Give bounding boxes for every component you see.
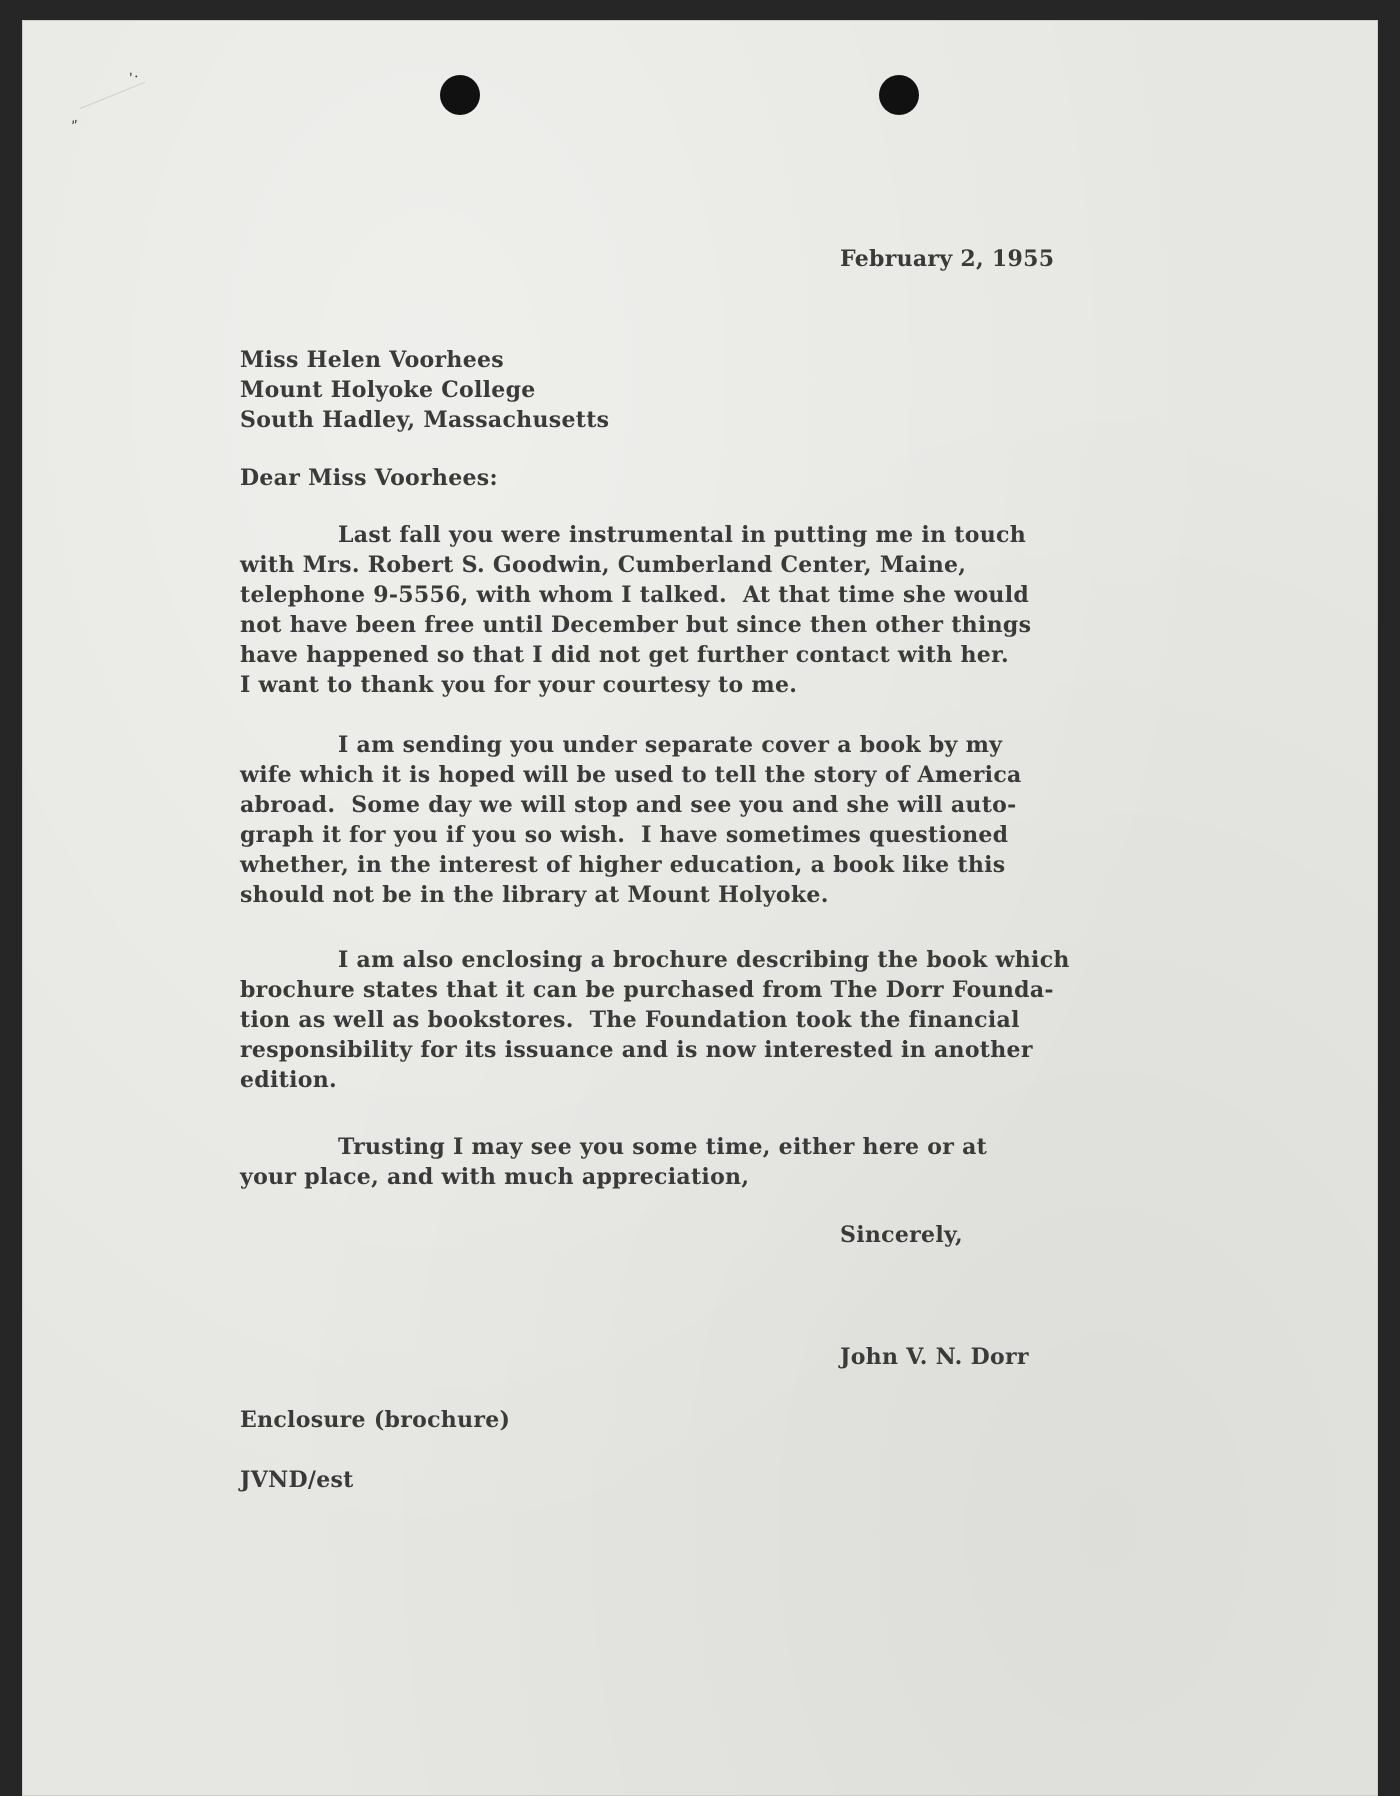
paragraph-line: tion as well as bookstores. The Foundation took the financial bbox=[240, 1007, 1020, 1033]
paragraph-line: should not be in the library at Mount Holyoke. bbox=[240, 882, 829, 908]
paragraph-line: abroad. Some day we will stop and see you and she will auto- bbox=[240, 792, 1017, 818]
salutation: Dear Miss Voorhees: bbox=[240, 465, 498, 491]
paragraph-line: your place, and with much appreciation, bbox=[240, 1164, 750, 1190]
paragraph-4 bbox=[240, 1132, 1140, 1192]
paragraph-line: brochure states that it can be purchased from The Dorr Founda- bbox=[240, 977, 1054, 1003]
paragraph-line: have happened so that I did not get further contact with her. bbox=[240, 642, 1009, 668]
recipient-location: South Hadley, Massachusetts bbox=[240, 407, 610, 433]
paragraph-line: I want to thank you for your courtesy to me. bbox=[240, 672, 798, 698]
paragraph-line: Trusting I may see you some time, either here or at bbox=[338, 1134, 988, 1160]
paragraph-1 bbox=[240, 520, 1140, 700]
corner-mark: „ bbox=[68, 109, 80, 127]
paragraph-line: I am also enclosing a brochure describing the book which bbox=[338, 947, 1070, 973]
paragraph-3 bbox=[240, 945, 1140, 1095]
paragraph-line: with Mrs. Robert S. Goodwin, Cumberland Center, Maine, bbox=[240, 552, 967, 578]
paragraph-line: whether, in the interest of higher education, a book like this bbox=[240, 852, 1006, 878]
letter-date: February 2, 1955 bbox=[840, 246, 1055, 272]
paragraph-line: telephone 9-5556, with whom I talked. At that time she would bbox=[240, 582, 1030, 608]
paragraph-line: wife which it is hoped will be used to tell the story of America bbox=[240, 762, 1022, 788]
reference-initials: JVND/est bbox=[240, 1467, 354, 1493]
signature-name: John V. N. Dorr bbox=[840, 1344, 1029, 1370]
paragraph-line: edition. bbox=[240, 1067, 337, 1093]
paragraph-2 bbox=[240, 730, 1140, 910]
paragraph-line: not have been free until December but since then other things bbox=[240, 612, 1032, 638]
paragraph-line: I am sending you under separate cover a book by my bbox=[338, 732, 1003, 758]
corner-mark: ’· bbox=[127, 68, 142, 88]
enclosure-note: Enclosure (brochure) bbox=[240, 1407, 511, 1433]
letter-body bbox=[22, 20, 1378, 1796]
closing: Sincerely, bbox=[840, 1222, 963, 1248]
paragraph-line: Last fall you were instrumental in putting me in touch bbox=[338, 522, 1026, 548]
paragraph-line: responsibility for its issuance and is now interested in another bbox=[240, 1037, 1033, 1063]
letter-page bbox=[22, 20, 1378, 1796]
recipient-institution: Mount Holyoke College bbox=[240, 377, 536, 403]
recipient-name: Miss Helen Voorhees bbox=[240, 347, 504, 373]
paragraph-line: graph it for you if you so wish. I have sometimes questioned bbox=[240, 822, 1009, 848]
